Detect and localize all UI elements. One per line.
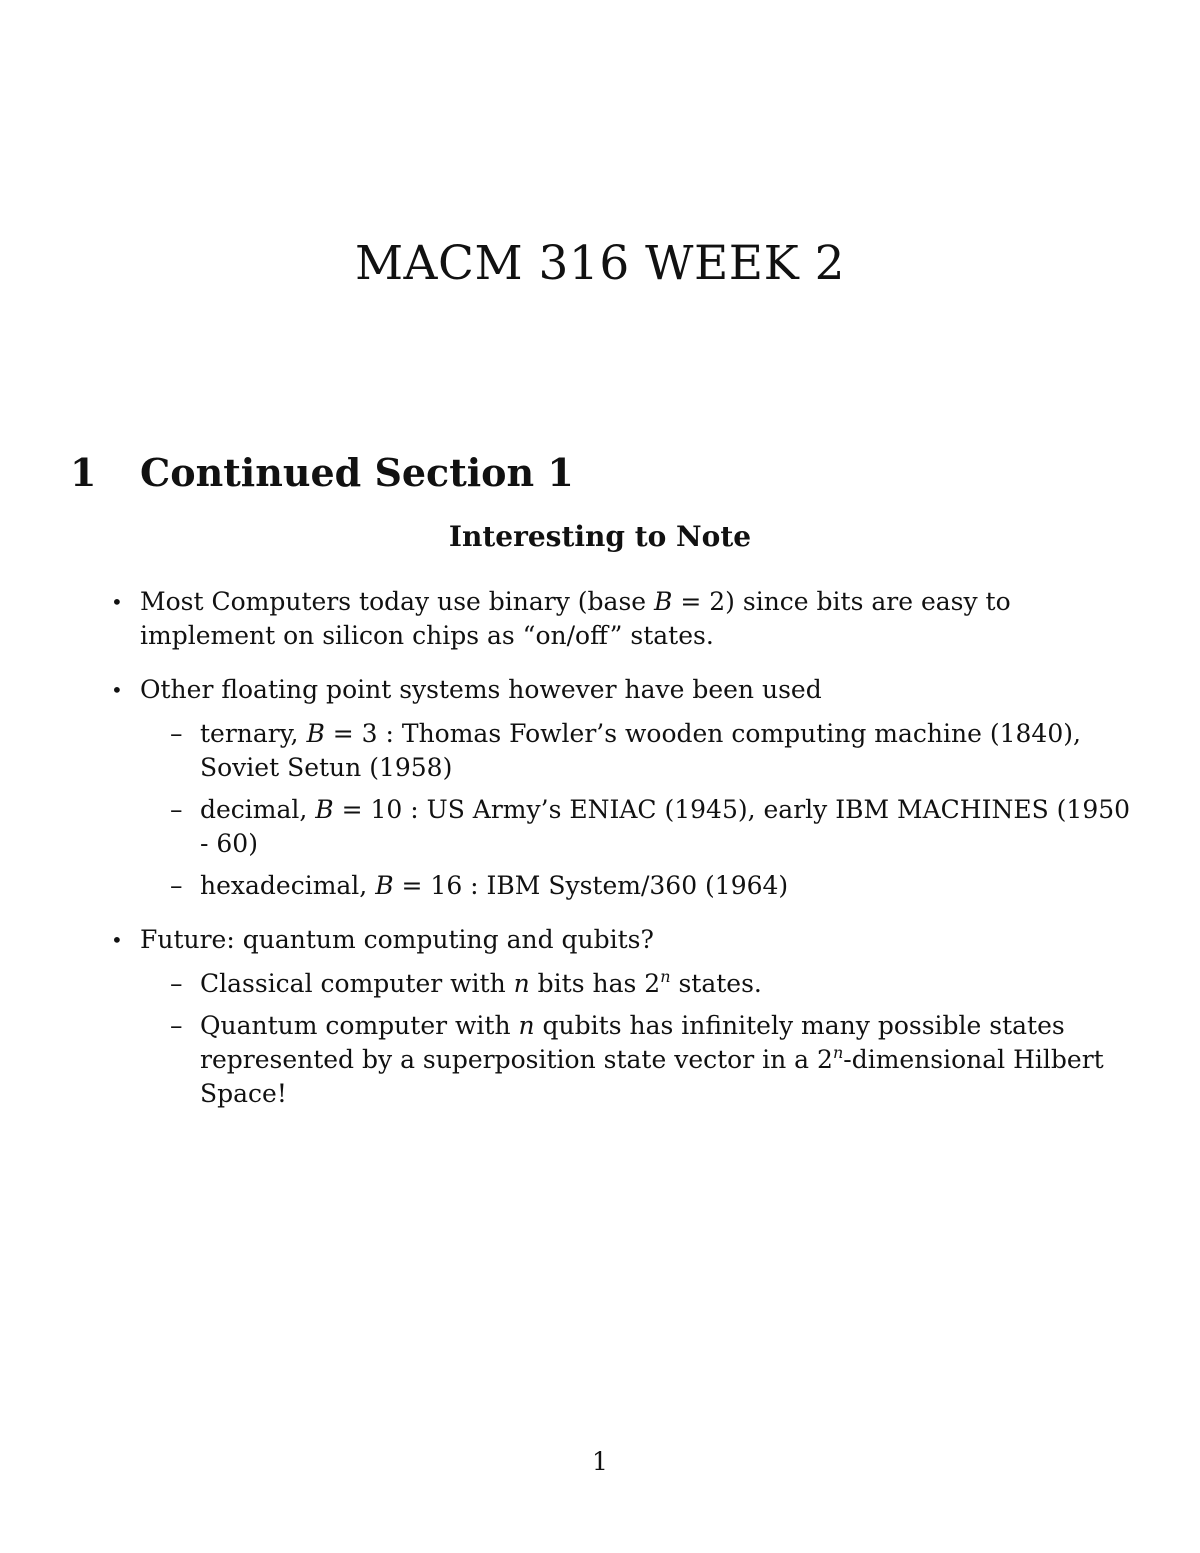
bullet-icon: • [111, 928, 123, 952]
document-title: MACM 316 WEEK 2 [354, 236, 846, 291]
dash-icon: – [170, 795, 183, 824]
bullet-text: Other floating point systems however have been used [140, 675, 822, 704]
sub-item [140, 967, 1131, 1001]
sub-list [140, 717, 1131, 903]
bullet-item [107, 673, 1131, 903]
math-variable: n [513, 969, 530, 998]
sub-item-text: = 10 : US Army’s ENIAC (1945), early IBM MACHINES (1950 - 60) [200, 795, 1131, 858]
bullet-text: = 2) since bits are easy to implement on silicon chips as “on/off” states. [140, 587, 1011, 650]
math-variable: B [315, 795, 334, 824]
dash-icon: – [170, 1011, 183, 1040]
sub-item-text: ternary, [200, 719, 307, 748]
math-variable: B [375, 871, 394, 900]
sub-item [140, 717, 1131, 785]
sub-item-text: Quantum computer with [200, 1011, 519, 1040]
bullet-list [107, 585, 1131, 1131]
math-variable: B [306, 719, 325, 748]
math-variable: B [654, 587, 673, 616]
dash-icon: – [170, 871, 183, 900]
sub-item [140, 793, 1131, 861]
sub-item-text: hexadecimal, [200, 871, 376, 900]
section-number: 1 [70, 450, 97, 495]
bullet-text: Most Computers today use binary (base [140, 587, 655, 616]
math-variable: n [518, 1011, 535, 1040]
subheading: Interesting to Note [448, 520, 752, 553]
sub-item-text: states. [670, 969, 762, 998]
dash-icon: – [170, 969, 183, 998]
section-heading [70, 450, 1130, 495]
sub-item-text: Classical computer with [200, 969, 514, 998]
sub-list [140, 967, 1131, 1111]
sub-item-text: decimal, [200, 795, 316, 824]
sub-item-text: -dimensional Hilbert Space! [200, 1045, 1104, 1108]
sub-item [140, 869, 1131, 903]
exponent: n [660, 967, 671, 986]
bullet-item [107, 585, 1131, 653]
sub-item-text: = 16 : IBM System/360 (1964) [393, 871, 789, 900]
bullet-item [107, 923, 1131, 1111]
sub-item [140, 1009, 1131, 1111]
dash-icon: – [170, 719, 183, 748]
sub-item-text: = 3 : Thomas Fowler’s wooden computing machine (1840), Soviet Setun (1958) [200, 719, 1081, 782]
bullet-icon: • [111, 678, 123, 702]
page-number: 1 [592, 1447, 608, 1476]
exponent: n [832, 1043, 844, 1062]
sub-item-text: bits has 2 [529, 969, 661, 998]
bullet-icon: • [111, 590, 123, 614]
sub-item-text: qubits has infinitely many possible states represented by a superposition state vector in a 2 [200, 1011, 1065, 1074]
section-title: Continued Section 1 [140, 450, 574, 495]
bullet-text: Future: quantum computing and qubits? [140, 925, 654, 954]
